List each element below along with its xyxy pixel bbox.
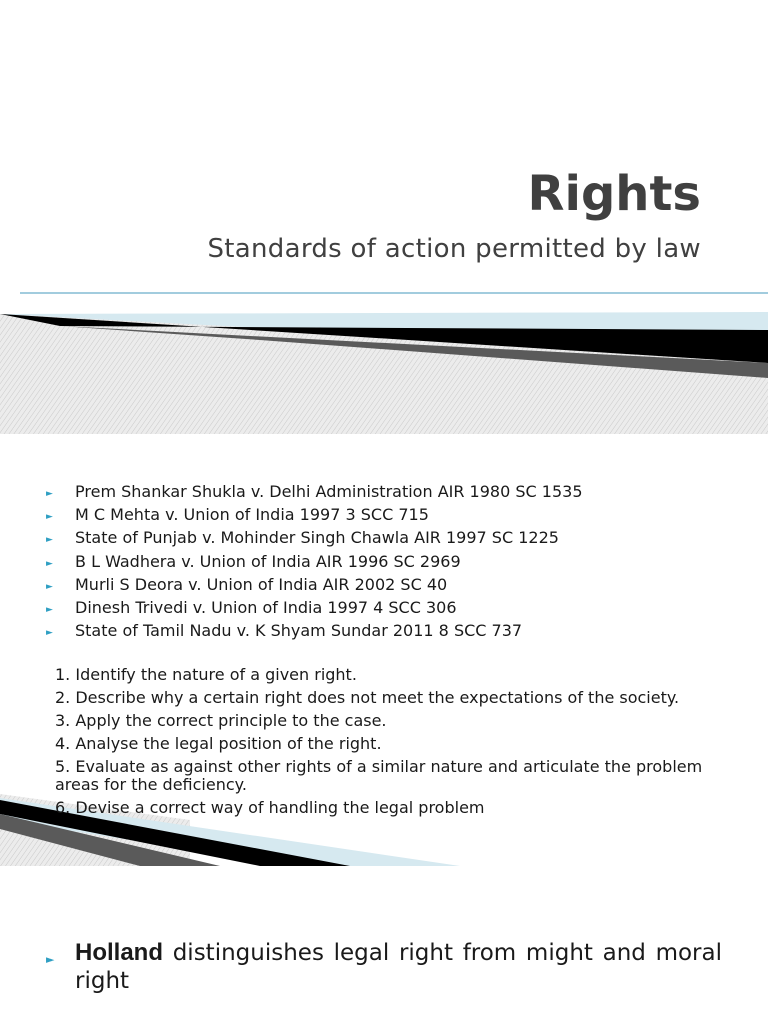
case-list bbox=[46, 480, 583, 642]
list-item bbox=[46, 526, 583, 549]
cases-slide bbox=[0, 434, 768, 866]
triangle-right-icon: ► bbox=[46, 489, 53, 499]
case-citation: State of Punjab v. Mohinder Singh Chawla AIR 1997 SC 1225 bbox=[75, 528, 559, 548]
objective-item: 4. Analyse the legal position of the right. bbox=[55, 734, 382, 753]
objective-item: 2. Describe why a certain right does not meet the expectations of the society. bbox=[55, 688, 680, 707]
objective-item: 1. Identify the nature of a given right. bbox=[55, 665, 357, 684]
slide-title: Rights bbox=[527, 166, 701, 222]
case-citation: M C Mehta v. Union of India 1997 3 SCC 715 bbox=[75, 505, 429, 525]
objective-list bbox=[55, 666, 735, 822]
case-citation: Dinesh Trivedi v. Union of India 1997 4 SCC 306 bbox=[75, 597, 457, 617]
case-citation: Prem Shankar Shukla v. Delhi Administration AIR 1980 SC 1535 bbox=[75, 482, 583, 501]
holland-text: distinguishes legal right from might and moral bbox=[172, 940, 722, 966]
triangle-right-icon: ► bbox=[46, 512, 53, 523]
triangle-right-icon: ► bbox=[46, 953, 55, 966]
triangle-right-icon: ► bbox=[46, 604, 53, 615]
objective-item: 3. Apply the correct principle to the case. bbox=[55, 711, 387, 730]
objective-item: 5. Evaluate as against other rights of a similar nature and articulate the problem areas for the deficiency. bbox=[55, 757, 703, 794]
list-item bbox=[46, 596, 583, 619]
holland-line-2: right bbox=[75, 968, 130, 994]
list-item bbox=[46, 573, 583, 596]
slide-subtitle: Standards of action permitted by law bbox=[207, 234, 701, 264]
list-item bbox=[46, 550, 583, 573]
objective-item: 6. Devise a correct way of handling the legal problem bbox=[55, 798, 485, 817]
title-slide bbox=[0, 0, 768, 434]
triangle-right-icon: ► bbox=[46, 558, 53, 569]
list-item bbox=[46, 480, 583, 503]
holland-slide bbox=[0, 866, 768, 1024]
triangle-right-icon: ► bbox=[46, 581, 53, 592]
holland-bullet bbox=[46, 939, 722, 995]
triangle-right-icon: ► bbox=[46, 535, 53, 546]
list-item bbox=[46, 619, 583, 642]
list-item bbox=[46, 503, 583, 526]
case-citation: Murli S Deora v. Union of India AIR 2002 SC 40 bbox=[75, 574, 448, 594]
triangle-right-icon: ► bbox=[46, 628, 53, 639]
highlight-name: Holland bbox=[75, 939, 163, 966]
case-citation: B L Wadhera v. Union of India AIR 1996 SC 2969 bbox=[75, 551, 461, 571]
holland-line-1 bbox=[46, 939, 722, 967]
case-citation: State of Tamil Nadu v. K Shyam Sundar 2011 8 SCC 737 bbox=[75, 621, 523, 641]
